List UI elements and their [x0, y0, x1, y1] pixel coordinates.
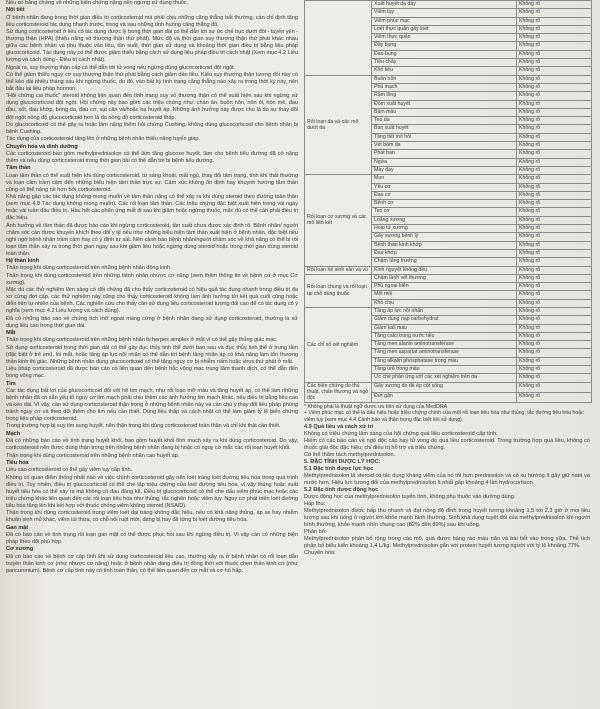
- frequency-cell: Không rõ: [517, 249, 592, 257]
- adverse-event-cell: Mụn: [372, 175, 517, 183]
- body-paragraph: Đã có những báo cáo về tình trạng huyết khối, bao gồm huyết khối tĩnh mạch xảy ra khi dùng corticosteroid. Do vậy, corticosteroid nên được dùng thận trọng trên những bệnh nhân đang bị hoặc có nguy cơ mắc các rối loạn huyết khối.: [6, 438, 298, 452]
- body-paragraph: Phân bố:: [304, 528, 327, 535]
- body-paragraph: Thận trọng khi dùng corticosteroid trên những bệnh nhân bị herpes simplex ở mắt vì có thể gây thủng giác mạc.: [6, 337, 278, 344]
- body-paragraph: Không có quan điểm thống nhất nào về việc chính corticosteroid gây nên loét tràng loét đường tiêu hóa trong quá trình điều trị. Tuy nhiên, điều trị glucocorticoid có thể che lấp triệu chứng của loét đường tiêu hóa, vì vậy thủng hoặc xuất huyết tiêu hóa có thể xảy ra mà không có đau đáng kể. Điều trị glucocorticoid có thể che dấu viêm phúc mạc hoặc các triệu chứng khác liên quan đến các rối loạn tiêu hóa như thủng, tắc nghẽn hoặc viêm tụy. Nguy cơ phát triển loét đường tiêu hóa tăng lên khi kết hợp với thuốc chống viêm không steroid (NSAID).: [6, 474, 298, 509]
- adverse-event-cell: Đau khớp: [372, 249, 517, 257]
- adverse-event-cell: Tăng calci trong nước tiểu: [372, 332, 517, 340]
- adverse-event-cell: Xuất huyết dạ dày: [372, 1, 517, 9]
- adverse-event-cell: Viêm tụy: [372, 9, 517, 17]
- adverse-event-cell: Khó chịu: [372, 299, 517, 307]
- adverse-event-cell: Teo da: [372, 117, 517, 125]
- adverse-event-cell: Teo cơ: [372, 208, 517, 216]
- body-paragraph: Dược động học của methylprednisolon tuyến tính, không phụ thuộc vào đường dùng.: [304, 493, 516, 500]
- frequency-cell: Không rõ: [517, 59, 592, 67]
- body-paragraph: Chuyển hóa:: [304, 549, 336, 556]
- adverse-event-cell: Loãng xương: [372, 216, 517, 224]
- frequency-cell: Không rõ: [517, 34, 592, 42]
- frequency-cell: Không rõ: [517, 92, 592, 100]
- organ-class-cell: [305, 1, 372, 76]
- body-paragraph: Ngoài ra, suy thượng thận cấp có thể dẫn tới tử vong nếu ngừng dùng glucocorticoid đột ngột.: [6, 64, 236, 71]
- section-heading: Tiêu hóa: [6, 459, 29, 466]
- frequency-cell: Không rõ: [517, 316, 592, 324]
- body-paragraph: Thận trọng khi dùng corticosteroid trên những bệnh nhân nhược cơ nặng (xem thêm thông tin về bệnh cơ ở mục Cơ xương).: [6, 272, 298, 286]
- frequency-cell: Không rõ: [517, 225, 592, 233]
- frequency-cell: Không rõ: [517, 175, 592, 183]
- section-heading: Mạch: [6, 430, 21, 437]
- frequency-cell: Không rõ: [517, 117, 592, 125]
- body-paragraph: Ở bệnh nhân đang trong thời gian điều trị corticosteroid mà phải chịu những căng thẳng bất thường, cần chỉ định tăng liều corticosteroid tác dụng nhanh trước, trong và sau những tình huống căng thẳng đó.: [6, 14, 298, 28]
- adverse-event-cell: Vết bầm da: [372, 142, 517, 150]
- frequency-cell: Không rõ: [517, 83, 592, 91]
- body-paragraph: Sử dụng corticosteroid ở liều có tác dụng dược lý trong thời gian dài có thể dẫn tới sự ức chế trục dưới đồi - tuyến yên - thượng thận (HPA) (thiểu năng vỏ thượng thận thứ phát). Mức độ và thời gian suy thượng thận thứ phát khác nhau giữa các bệnh nhân và phụ thuộc vào liều, tần suất, thời gian sử dụng và khoảng thời gian điều trị bằng liệu pháp glucocorticoid. Tác dụng này có thể được giảm thiểu bằng cách sử dụng liệu pháp điều trị cách nhật (Xem mục 4.2 Liều lượng và cách dùng - Điều trị cách nhật).: [6, 29, 298, 64]
- frequency-cell: Không rõ: [517, 191, 592, 199]
- frequency-cell: Không rõ: [517, 241, 592, 249]
- frequency-cell: Không rõ: [517, 332, 592, 340]
- adverse-event-cell: Ban xuất huyết: [372, 125, 517, 133]
- frequency-cell: Không rõ: [517, 392, 592, 402]
- table-row: [305, 307, 592, 315]
- frequency-cell: Không rõ: [517, 233, 592, 241]
- section-heading: 4.9 Quá liều và cách xử trí: [304, 423, 374, 430]
- body-paragraph: Do glucocorticoid có thể gây ra hoặc làm nặng thêm hội chứng Cushing, không dùng glucocorticoid cho bệnh nhân bị bệnh Cushing.: [6, 121, 298, 135]
- frequency-cell: Không rõ: [517, 108, 592, 116]
- frequency-cell: Không rõ: [517, 299, 592, 307]
- body-paragraph: Đã có những báo cáo về chứng tích mỡ ngoài màng cứng ở bệnh nhân đang sử dụng corticosteroid, thường là sử dụng liều cao trong thời gian dài.: [6, 315, 298, 329]
- section-heading: Chuyển hóa và dinh dưỡng: [6, 143, 78, 150]
- organ-class-cell: Rối loạn da và các mô dưới da: [305, 75, 372, 175]
- adverse-event-cell: Đầy bụng: [372, 42, 517, 50]
- right-column: [304, 0, 594, 709]
- body-paragraph: Trong trường hợp bị suy tim sung huyết, nên thận trọng khi dùng corticosteroid toàn thân và chỉ khi thật cần thiết.: [6, 423, 281, 430]
- organ-class-cell: Các chỉ số xét nghiệm: [305, 307, 372, 382]
- adverse-effects-table: [304, 0, 592, 403]
- body-paragraph: Có thể thẩm tách methylprednisolon.: [304, 451, 396, 458]
- adverse-event-cell: Bệnh cơ: [372, 200, 517, 208]
- body-paragraph: Methylprednisolon là steroid có tác dụng kháng viêm của nó tốt hơn prednisolon và có xu hướng ít gây giữ natri và nước hơn. Hiệu lực tương đối của methylprednisolon ít nhất gấp khoảng 4 lần hydrocortison.: [304, 472, 590, 486]
- footnote-text: * Không phải là thuật ngữ được ưu tiên sử dụng của MedDRA: [304, 403, 448, 410]
- adverse-event-cell: Rậm lông: [372, 92, 517, 100]
- section-heading: 5.1 Đặc tính dược lực học: [304, 465, 374, 472]
- body-paragraph: Liệu pháp corticosteroid đã được báo cáo có liên quan đến bệnh hắc võng mạc trung tâm thanh dịch, có thể dẫn đến bong võng mạc.: [6, 366, 298, 380]
- adverse-event-cell: Giảm dung nạp carbohydrat: [372, 316, 517, 324]
- body-paragraph: Liều cao corticosteroid có thể gây viêm tụy cấp tính.: [6, 467, 133, 474]
- adverse-event-cell: Yếu cơ: [372, 183, 517, 191]
- adverse-event-cell: Bệnh thần kinh khớp: [372, 241, 517, 249]
- adverse-event-cell: Tăng men aspartat aminotransferase: [372, 349, 517, 357]
- frequency-cell: Không rõ: [517, 9, 592, 17]
- table-footnotes: [304, 404, 590, 424]
- adverse-event-cell: Phù mạch: [372, 83, 517, 91]
- adverse-event-cell: Phát ban: [372, 150, 517, 158]
- organ-class-cell: Rối loạn hệ sinh sản và vú: [305, 266, 372, 274]
- adverse-event-cell: Đứt gân: [372, 392, 517, 402]
- adverse-event-cell: Tăng urê trong máu: [372, 366, 517, 374]
- table-row: [305, 75, 592, 83]
- organ-class-cell: Rối loạn chung và rối loạn tại chỗ dùng thuốc: [305, 274, 372, 307]
- section-heading: Cơ xương: [6, 546, 34, 553]
- section-heading: Gan mật: [6, 524, 29, 531]
- body-paragraph: Không có triệu chứng lâm sàng của hội chứng quá liều corticosteroid cấp tính.: [304, 430, 498, 437]
- frequency-cell: Không rõ: [517, 166, 592, 174]
- body-paragraph: Thận trọng khi dùng corticosteroid trên những bệnh nhân cao huyết áp.: [6, 452, 180, 459]
- adverse-event-cell: Đau bụng: [372, 50, 517, 58]
- body-paragraph: Methylprednisolon phân bố rộng trong các mô, qua được hàng rào máu não và bài tiết vào trong sữa. Thể tích phân bố biểu kiến khoảng 1,4 L/kg. Methylprednisolon gắn với protein huyết tương người với tỷ lệ khoảng 77%.: [304, 535, 590, 549]
- adverse-event-cell: Gãy xương bệnh lý: [372, 233, 517, 241]
- frequency-cell: Không rõ: [517, 25, 592, 33]
- section-heading: Mắt: [6, 330, 16, 337]
- adverse-event-cell: Chậm tăng trưởng: [372, 258, 517, 266]
- organ-class-cell: Các biến chứng do thủ thuật, chấn thương và ngộ độc: [305, 382, 372, 402]
- adverse-event-cell: Tăng tiết mồ hôi: [372, 133, 517, 141]
- adverse-event-cell: Đốm xuất huyết: [372, 100, 517, 108]
- section-heading: Nội tiết: [6, 7, 25, 14]
- frequency-cell: Không rõ: [517, 266, 592, 274]
- body-paragraph: Nếu có bằng chứng về những biến chứng nặng nên ngưng sử dụng thuốc.: [6, 0, 189, 6]
- section-heading: 5.2 Đặc tính dược động học: [304, 486, 379, 493]
- adverse-event-cell: Viêm phúc mạc: [372, 17, 517, 25]
- frequency-cell: Không rõ: [517, 183, 592, 191]
- table-row: [305, 175, 592, 183]
- frequency-cell: Không rõ: [517, 341, 592, 349]
- frequency-cell: Không rõ: [517, 133, 592, 141]
- body-paragraph: Thận trọng khi dùng corticosteroid trên những bệnh nhân động kinh.: [6, 265, 172, 272]
- adverse-event-cell: Mệt mỏi: [372, 291, 517, 299]
- body-paragraph: Thận trọng khi dùng corticosteroid trong viêm loét đại tràng không đặc hiệu, nếu có khả năng thủng, áp xe hay nhiễm khuẩn sinh mủ khác, viêm túi thừa, có chỗ nối ruột mới, đang bị hay đã từng bị loét đường tiêu hóa.: [6, 510, 298, 524]
- frequency-cell: Không rõ: [517, 208, 592, 216]
- body-paragraph: Tác dụng của corticosteroid tăng lên ở những bệnh nhân thiểu năng tuyến giáp.: [6, 136, 200, 143]
- frequency-cell: Không rõ: [517, 357, 592, 365]
- adverse-event-cell: Đau cơ: [372, 191, 517, 199]
- pharmacology-sections: [304, 424, 590, 557]
- frequency-cell: Không rõ: [517, 125, 592, 133]
- body-paragraph: Đã có báo cáo về bệnh cơ cấp tính khi sử dụng corticosteroid liều cao, thường xảy ra ở bệnh nhân có rối loạn dẫn truyền thần kinh cơ (như nhược cơ nặng) hoặc ở bệnh nhân đang điều trị đồng thời với thuốc chẹn thần kinh cơ (như pancuronium). Bệnh cơ cấp tính này có tính toàn thân, có thể liên quan đến cơ mắt và cơ hô hấp.: [6, 553, 298, 574]
- adverse-event-cell: Tăng áp lực nội nhãn: [372, 307, 517, 315]
- table-row: [305, 274, 592, 282]
- footnote-text: + Viêm phúc mạc có thể là dấu hiệu hoặc triệu chứng chính của một rối loạn tiêu hóa như thủng, tắc đường tiêu hóa hoặc viêm tụy (xem mục 4.4 Cảnh báo và thận trọng đặc biệt khi sử dụng): [304, 410, 584, 424]
- left-text-column: [6, 0, 298, 709]
- frequency-cell: Không rõ: [517, 349, 592, 357]
- body-paragraph: Loạn tâm thần có thể xuất hiện khi dùng corticosteroid, từ sảng khoái, mất ngủ, thay đổi tâm trạng, tính khí thất thường và loạn cảm trầm cảm đến những biểu hiện tâm thần trực sự. Cảm xúc không ổn định hay khuynh hướng tâm thần cũng có thể nặng nề hơn bởi corticosteroid.: [6, 172, 298, 193]
- body-paragraph: Đã có báo cáo về tình trạng rối loạn gan mật có thể được phục hồi sau khi ngừng điều trị. Vì vậy cần có những biện pháp theo dõi phù hợp.: [6, 531, 298, 545]
- adverse-event-cell: Chậm lành vết thương: [372, 274, 517, 282]
- adverse-event-cell: Ngứa: [372, 158, 517, 166]
- table-row: [305, 266, 592, 274]
- body-paragraph: Các tác dụng bất lợi của glucocorticoid đối với hệ tim mạch, như rối loạn mỡ máu và tăng huyết áp, có thể làm những bệnh nhân đã có sẵn yếu tố nguy cơ tim mạch phải chịu thêm các ảnh hưởng tim mạch khác, nếu điều trị bằng liều cao và kéo dài. Vì vậy, cần sử dụng corticosteroid thận trọng ở những bệnh nhân này và cần chú ý thay đổi liều pháp phòng tránh nguy cơ và theo dõi thêm cho tim nếu cần thiết. Dùng liều thấp và cách nhật có thể làm giảm tỷ lệ biến chứng trong liệu pháp corticosteroid.: [6, 387, 298, 423]
- frequency-cell: Không rõ: [517, 374, 592, 382]
- frequency-cell: Không rõ: [517, 150, 592, 158]
- frequency-cell: Không rõ: [517, 382, 592, 392]
- frequency-cell: Không rõ: [517, 158, 592, 166]
- body-paragraph: Có thể giảm thiểu nguy cơ suy thượng thận thứ phát bằng cách giảm dần liều. Kiểu suy thượng thận tương đối này có thể kéo dài nhiều tháng sau khi ngừng thuốc, do đó, vào bất kỳ tình trạng căng thẳng nào xảy ra trong thời kỳ này, nên bắt đầu lại liệu pháp hormon.: [6, 71, 298, 93]
- adverse-event-cell: Tăng alkalin phosphatase trong máu: [372, 357, 517, 365]
- adverse-event-cell: Mày đay: [372, 166, 517, 174]
- adverse-event-cell: Ức chế phản ứng với các xét nghiệm trên da: [372, 374, 517, 382]
- frequency-cell: Không rõ: [517, 216, 592, 224]
- body-paragraph: Sử dụng corticosteroid trong thời gian dài có thể gây đục thủy tinh thể dưới bao sau và đục thủy tinh thể ở trung tâm (đặc biệt ở trẻ em), lồi mắt, hoặc tăng áp lực nội nhãn có thể dẫn tới bệnh tăng nhãn áp có khả năng làm tổn thương thần kinh thị giác. Những bệnh nhân dùng glucocorticoid có thể tăng nguy cơ bị nhiễm nấm hoặc virus thứ phát ở mắt.: [6, 344, 298, 365]
- section-heading: Tim: [6, 380, 16, 387]
- adverse-event-cell: Hoại tử xương: [372, 225, 517, 233]
- table-row: [305, 1, 592, 9]
- adverse-event-cell: Tăng men alanin aminotransferase: [372, 341, 517, 349]
- frequency-cell: Không rõ: [517, 67, 592, 75]
- body-paragraph: Hấp thu:: [304, 500, 326, 507]
- adverse-event-cell: Giảm kali máu: [372, 324, 517, 332]
- adverse-event-cell: Phù ngoại biên: [372, 283, 517, 291]
- frequency-cell: Không rõ: [517, 200, 592, 208]
- table-row: [305, 382, 592, 392]
- frequency-cell: Không rõ: [517, 42, 592, 50]
- adverse-event-cell: Bầm máu: [372, 108, 517, 116]
- body-paragraph: Ảnh hưởng về tâm thần đã được báo cáo khi ngừng corticosteroid, tần suất chưa được xác định rõ. Bệnh nhân/ người chăm sóc cần được khuyến khích theo dõi y tế nếu như những biểu hiện tâm thần xuất hiện ở bệnh nhân, đặc biệt nếu nghi ngờ bệnh nhân trầm cảm hay có ý định tự sát. Nên cảnh báo bệnh nhân/người chăm sóc về khả năng có thể bị rối loạn tâm thần xảy ra trong thời gian ngay sau khi giảm liều hoặc ngừng dùng steroid hoặc trong thời gian dùng steroid toàn thân.: [6, 222, 298, 257]
- adverse-event-cell: Kinh nguyệt không đều: [372, 266, 517, 274]
- frequency-cell: Không rõ: [517, 17, 592, 25]
- frequency-cell: Không rõ: [517, 274, 592, 282]
- body-paragraph: "Hội chứng cai thuốc" steroid không liên quan đến tình trạng suy vỏ thượng thận có thể xuất hiện sau khi ngừng sử dụng glucocorticoid đột ngột. Hội chứng này bao gồm các triệu chứng như: chán ăn, buồn nôn, nôn ói, hôn mê, đau đầu, sốt, đau khớp, bong da, đau cơ, sụt cân và/hoặc hạ huyết áp. Những ảnh hưởng này được cho là do sự thay đổi đột ngột nồng độ glucocorticoid hơn là do nồng độ corticosteroid thấp.: [6, 93, 298, 121]
- frequency-cell: Không rõ: [517, 283, 592, 291]
- frequency-cell: Không rõ: [517, 291, 592, 299]
- frequency-cell: Không rõ: [517, 100, 592, 108]
- organ-class-cell: Rối loạn cơ xương và các mô liên kết: [305, 175, 372, 266]
- adverse-event-cell: Buồn nôn: [372, 75, 517, 83]
- adverse-event-cell: Loét thực quản gây loét: [372, 25, 517, 33]
- adverse-event-cell: Gãy xương do đè ép cột sống: [372, 382, 517, 392]
- frequency-cell: Không rõ: [517, 324, 592, 332]
- section-heading: Tâm thần: [6, 165, 31, 172]
- frequency-cell: Không rõ: [517, 1, 592, 9]
- frequency-cell: Không rõ: [517, 50, 592, 58]
- frequency-cell: Không rõ: [517, 75, 592, 83]
- body-paragraph: Mặc dù các thử nghiệm lâm sàng có đối chứng đã cho thấy corticosteroid có hiệu quả tác dụng nhanh trong điều trị đa xơ cứng đợt cấp, các thử nghiệm này cũng cho thấy corticosteroid không làm ảnh hưởng tới kết quả cuối cùng hoặc diễn tiến tự nhiên của bệnh. Các nghiên cứu cho thấy cần sử dụng liều corticosteroid tương đối cao để có tác dụng có ý nghĩa (xem mục 4.2 Liều lượng và cách dùng).: [6, 287, 298, 315]
- body-paragraph: Hiếm có các báo cáo về ngộ độc cấp hay tử vong do quá liều corticosteroid. Trong trường hợp quá liều, không có thuốc giải độc đặc hiệu; chỉ điều trị hỗ trợ và triệu chứng.: [304, 437, 590, 451]
- body-paragraph: Khả năng gặp các tác dụng không mong muốn về tâm thần nặng có thể xảy ra khi dùng steroid theo đường toàn thân (xem mục 4.8 Tác dụng không mong muốn). Các rối loạn tâm thần. Các triệu chứng đặc biệt xuất hiện trong vài ngày hoặc vài tuần đầu điều trị. Hầu hết các phản ứng mất đi sau khi giảm hoặc ngừng thuốc, mặc dù có thể cần phải điều trị đặc hiệu.: [6, 194, 298, 222]
- frequency-cell: Không rõ: [517, 258, 592, 266]
- frequency-cell: Không rõ: [517, 307, 592, 315]
- body-paragraph: Methylprednisolon được hấp thu nhanh và đạt nồng độ đỉnh trong huyết tương khoảng 1,5 tới 2,3 giờ ở mọi liều lượng sau khi uống ở người lớn khỏe mạnh bình thường. Sinh khả dụng tuyệt đối của methylprednisolon khi người bình thường, khỏe mạnh nhìn chung cao (82% đến 89%) sau khi uống.: [304, 507, 590, 528]
- body-paragraph: Các corticosteroid bao gồm methylprednisolon có thể làm tăng glucose huyết, làm cho bệnh tiểu đường đã có nặng thêm và nếu dùng corticosteroid trong thời gian dài có thể dẫn tới bị bệnh tiểu đường.: [6, 150, 298, 164]
- adverse-event-cell: Tiêu chảy: [372, 59, 517, 67]
- adverse-event-cell: Viêm thực quản: [372, 34, 517, 42]
- adverse-event-cell: Khó tiêu: [372, 67, 517, 75]
- section-heading: 5. ĐẶC TÍNH DƯỢC LÝ HỌC:: [304, 458, 381, 465]
- frequency-cell: Không rõ: [517, 142, 592, 150]
- frequency-cell: Không rõ: [517, 366, 592, 374]
- section-heading: Hệ thần kinh: [6, 258, 39, 265]
